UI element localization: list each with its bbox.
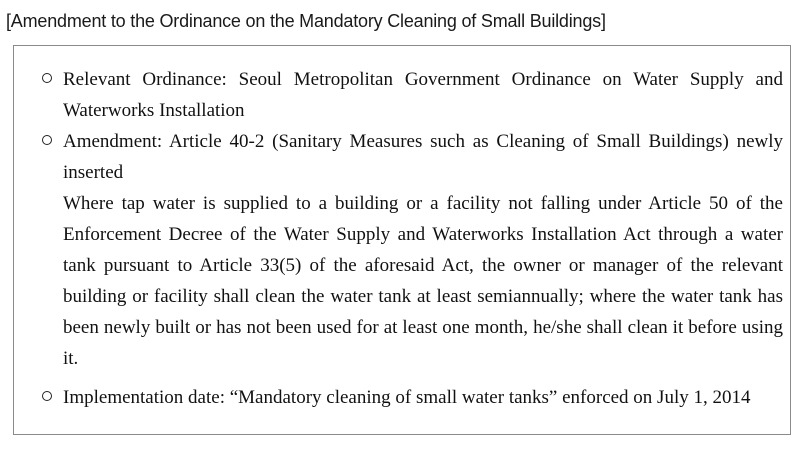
circle-bullet-icon (42, 73, 52, 83)
list-item-amendment (43, 126, 783, 374)
item-text: Relevant Ordinance: Seoul Metropolitan Government Ordinance on Water Supply and Waterworks Installation (63, 69, 783, 121)
circle-bullet-icon (42, 391, 52, 401)
circle-bullet-icon (42, 135, 52, 145)
item-text: Implementation date: “Mandatory cleaning of small water tanks” enforced on July 1, 2014 (63, 387, 751, 408)
list-item-implementation-date (43, 382, 783, 413)
item-text: Amendment: Article 40-2 (Sanitary Measures such as Cleaning of Small Buildings) newly inserted (63, 131, 783, 183)
amendment-detail-paragraph: Where tap water is supplied to a building or a facility not falling under Article 50 of the Enforcement Decree of the Water Supply and Waterworks Installation Act through a water tank pursuant to Article 33(5) of the aforesaid Act, the owner or manager of the relevant building or facility shall clean the water tank at least semiannually; where the water tank has been newly built or has not been used for at least one month, he/she shall clean it before using it. (63, 193, 783, 369)
document-heading: [Amendment to the Ordinance on the Mandatory Cleaning of Small Buildings] (6, 11, 606, 31)
list-item-relevant-ordinance (43, 64, 783, 126)
amendment-box (13, 45, 791, 435)
